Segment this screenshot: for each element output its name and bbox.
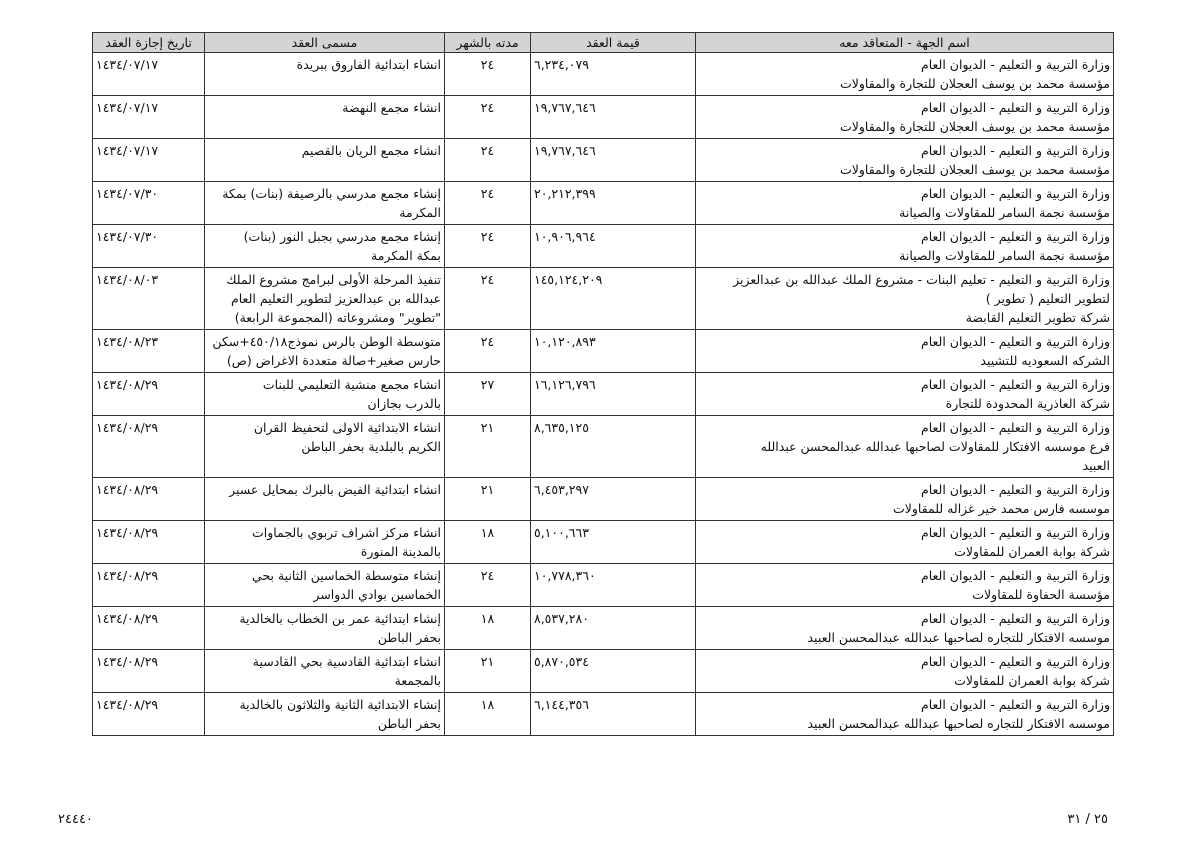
contract-title-cell-line: الخماسين بوادي الدواسر (313, 587, 441, 602)
contract-title-cell-line: بمكة المكرمة (371, 248, 441, 263)
entity-cell-line: مؤسسة محمد بن يوسف العجلان للتجارة والمقاولات (839, 119, 1110, 134)
entity-cell-line: وزارة التربية و التعليم - الديوان العام (920, 229, 1110, 244)
contract-title-cell-line: الكريم بالبلدية بحفر الباطن (301, 439, 441, 454)
contract-title-cell-line: إنشاء مجمع مدرسي بالرصيفة (بنات) بمكة (222, 186, 441, 201)
approval-date-cell: ١٤٣٤/٠٨/٢٩ (93, 564, 205, 607)
contract-title-cell-line: انشاء مجمع منشية التعليمي للبنات (262, 377, 441, 392)
entity-cell-line: وزارة التربية و التعليم - تعليم البنات - مشروع الملك عبدالله بن عبدالعزيز (733, 272, 1110, 287)
amount-cell: ٦,٤٥٣,٢٩٧ (531, 478, 696, 521)
contract-title-cell (205, 478, 445, 521)
contract-title-cell-line: انشاء ابتدائية الفيض بالبرك بمحايل عسير (229, 482, 441, 497)
amount-cell: ٨,٥٣٧,٢٨٠ (531, 607, 696, 650)
entity-cell (696, 330, 1114, 373)
entity-cell-line: مؤسسة نجمة السامر للمقاولات والصيانة (899, 248, 1110, 263)
approval-date-cell: ١٤٣٤/٠٨/٢٩ (93, 693, 205, 736)
entity-cell-line: موسسه الافتكار للتجاره لصاحبها عبدالله عبدالمحسن العبيد (807, 716, 1110, 731)
contract-title-cell-line: المكرمة (399, 205, 441, 220)
duration-cell: ٢٧ (445, 373, 531, 416)
approval-date-cell: ١٤٣٤/٠٨/٢٩ (93, 521, 205, 564)
entity-cell (696, 521, 1114, 564)
contract-title-cell-line: بالدرب بجازان (367, 396, 441, 411)
table-row (93, 373, 1114, 416)
contract-title-cell (205, 650, 445, 693)
entity-cell-line: وزارة التربية و التعليم - الديوان العام (920, 654, 1110, 669)
entity-cell (696, 564, 1114, 607)
contract-title-cell (205, 96, 445, 139)
header-entity: اسم الجهة - المتعاقد معه (696, 33, 1114, 53)
contract-title-cell (205, 268, 445, 330)
approval-date-cell: ١٤٣٤/٠٨/٢٩ (93, 416, 205, 478)
duration-cell: ٢١ (445, 416, 531, 478)
table-row (93, 53, 1114, 96)
entity-cell (696, 53, 1114, 96)
table-row (93, 521, 1114, 564)
entity-cell (696, 96, 1114, 139)
header-date: تاريخ إجازة العقد (93, 33, 205, 53)
entity-cell (696, 182, 1114, 225)
approval-date-cell: ١٤٣٤/٠٨/٢٣ (93, 330, 205, 373)
contract-title-cell (205, 373, 445, 416)
document-number: ٢٤٤٤٠ (58, 812, 93, 827)
approval-date-cell: ١٤٣٤/٠٨/٢٩ (93, 607, 205, 650)
table-body (93, 53, 1114, 736)
contract-title-cell (205, 330, 445, 373)
amount-cell: ١٠,٩٠٦,٩٦٤ (531, 225, 696, 268)
header-title: مسمى العقد (205, 33, 445, 53)
entity-cell-line: العبيد (1082, 458, 1110, 473)
duration-cell: ٢٤ (445, 268, 531, 330)
table-row (93, 225, 1114, 268)
amount-cell: ١٤٥,١٢٤,٢٠٩ (531, 268, 696, 330)
entity-cell (696, 607, 1114, 650)
entity-cell-line: مؤسسة محمد بن يوسف العجلان للتجارة والمقاولات (839, 76, 1110, 91)
amount-cell: ١٠,٧٧٨,٣٦٠ (531, 564, 696, 607)
contract-title-cell-line: تنفيذ المرحلة الأولى لبرامج مشروع الملك (226, 272, 441, 287)
entity-cell-line: وزارة التربية و التعليم - الديوان العام (920, 377, 1110, 392)
amount-cell: ٦,٢٣٤,٠٧٩ (531, 53, 696, 96)
contract-title-cell-line: حارس صغير+صالة متعددة الاغراض (ص) (226, 353, 441, 368)
duration-cell: ٢١ (445, 478, 531, 521)
entity-cell (696, 225, 1114, 268)
entity-cell-line: شركة تطوير التعليم القابضة (965, 310, 1110, 325)
duration-cell: ٢٤ (445, 564, 531, 607)
contract-title-cell-line: إنشاء ابتدائية عمر بن الخطاب بالخالدية (239, 611, 441, 626)
entity-cell-line: وزارة التربية و التعليم - الديوان العام (920, 482, 1110, 497)
contract-title-cell-line: عبدالله بن عبدالعزيز لتطوير التعليم العام (231, 291, 441, 306)
entity-cell-line: شركة بوابة العمران للمقاولات (954, 673, 1110, 688)
entity-cell-line: مؤسسة نجمة السامر للمقاولات والصيانة (899, 205, 1110, 220)
amount-cell: ٨,٦٣٥,١٢٥ (531, 416, 696, 478)
duration-cell: ٢٤ (445, 182, 531, 225)
entity-cell-line: موسسه الافتكار للتجاره لصاحبها عبدالله عبدالمحسن العبيد (807, 630, 1110, 645)
page-number: ٢٥ / ٣١ (1067, 812, 1108, 827)
contract-title-cell-line: إنشاء متوسطة الخماسين الثانية بحي (252, 568, 441, 583)
table-row (93, 330, 1114, 373)
contract-title-cell (205, 225, 445, 268)
entity-cell-line: وزارة التربية و التعليم - الديوان العام (920, 568, 1110, 583)
amount-cell: ٥,٨٧٠,٥٣٤ (531, 650, 696, 693)
contract-title-cell-line: انشاء الابتدائية الاولى لتحفيظ القران (253, 420, 441, 435)
amount-cell: ١٩,٧٦٧,٦٤٦ (531, 96, 696, 139)
contract-title-cell (205, 416, 445, 478)
contract-title-cell-line: متوسطة الوطن بالرس نموذج٤٥٠/١٨+سكن (212, 334, 441, 349)
contract-title-cell-line: إنشاء مجمع مدرسي بجبل النور (بنات) (243, 229, 441, 244)
approval-date-cell: ١٤٣٤/٠٧/٣٠ (93, 225, 205, 268)
duration-cell: ٢٤ (445, 330, 531, 373)
entity-cell-line: شركة العاذرية المحدودة للتجارة (945, 396, 1110, 411)
entity-cell-line: وزارة التربية و التعليم - الديوان العام (920, 100, 1110, 115)
entity-cell-line: شركة بوابة العمران للمقاولات (954, 544, 1110, 559)
contract-title-cell-line: إنشاء الابتدائية الثانية والثلاثون بالخالدية (239, 697, 441, 712)
approval-date-cell: ١٤٣٤/٠٨/٢٩ (93, 650, 205, 693)
contract-title-cell-line: بحفر الباطن (377, 630, 441, 645)
table-header-row (93, 33, 1114, 53)
entity-cell-line: وزارة التربية و التعليم - الديوان العام (920, 57, 1110, 72)
entity-cell (696, 693, 1114, 736)
table-row (93, 96, 1114, 139)
entity-cell-line: مؤسسة محمد بن يوسف العجلان للتجارة والمقاولات (839, 162, 1110, 177)
contract-title-cell-line: بحفر الباطن (377, 716, 441, 731)
entity-cell-line: مؤسسة الحفاوة للمقاولات (972, 587, 1110, 602)
entity-cell-line: لتطوير التعليم ( تطوير ) (985, 291, 1110, 306)
entity-cell-line: وزارة التربية و التعليم - الديوان العام (920, 420, 1110, 435)
contract-title-cell (205, 521, 445, 564)
contract-title-cell-line: انشاء ابتدائية الفاروق ببريدة (296, 57, 441, 72)
entity-cell (696, 373, 1114, 416)
contracts-table (92, 32, 1114, 736)
table-row (93, 182, 1114, 225)
amount-cell: ١٦,١٢٦,٧٩٦ (531, 373, 696, 416)
table-row (93, 268, 1114, 330)
entity-cell-line: وزارة التربية و التعليم - الديوان العام (920, 186, 1110, 201)
approval-date-cell: ١٤٣٤/٠٨/٢٩ (93, 478, 205, 521)
entity-cell-line: وزارة التربية و التعليم - الديوان العام (920, 334, 1110, 349)
duration-cell: ٢٤ (445, 225, 531, 268)
approval-date-cell: ١٤٣٤/٠٨/٢٩ (93, 373, 205, 416)
approval-date-cell: ١٤٣٤/٠٨/٠٣ (93, 268, 205, 330)
contract-title-cell (205, 607, 445, 650)
contract-title-cell (205, 139, 445, 182)
entity-cell-line: وزارة التربية و التعليم - الديوان العام (920, 697, 1110, 712)
header-duration: مدته بالشهر (445, 33, 531, 53)
entity-cell (696, 268, 1114, 330)
table-row (93, 693, 1114, 736)
duration-cell: ١٨ (445, 693, 531, 736)
contract-title-cell (205, 182, 445, 225)
table-row (93, 139, 1114, 182)
entity-cell (696, 478, 1114, 521)
entity-cell-line: وزارة التربية و التعليم - الديوان العام (920, 611, 1110, 626)
contract-title-cell-line: "تطوير" ومشروعاته (المجموعة الرابعة) (234, 310, 441, 325)
entity-cell (696, 139, 1114, 182)
amount-cell: ٦,١٤٤,٣٥٦ (531, 693, 696, 736)
contract-title-cell-line: بالمجمعة (394, 673, 441, 688)
entity-cell-line: وزارة التربية و التعليم - الديوان العام (920, 525, 1110, 540)
duration-cell: ٢١ (445, 650, 531, 693)
approval-date-cell: ١٤٣٤/٠٧/١٧ (93, 96, 205, 139)
entity-cell-line: وزارة التربية و التعليم - الديوان العام (920, 143, 1110, 158)
duration-cell: ٢٤ (445, 139, 531, 182)
contract-title-cell-line: انشاء ابتدائية القادسية بحي القادسية (252, 654, 441, 669)
entity-cell-line: موسسه فارس محمد خير غزاله للمقاولات (892, 501, 1110, 516)
table-row (93, 607, 1114, 650)
duration-cell: ١٨ (445, 521, 531, 564)
header-amount: قيمة العقد (531, 33, 696, 53)
table-row (93, 650, 1114, 693)
approval-date-cell: ١٤٣٤/٠٧/١٧ (93, 53, 205, 96)
duration-cell: ٢٤ (445, 53, 531, 96)
duration-cell: ١٨ (445, 607, 531, 650)
contract-title-cell-line: انشاء مجمع الريان بالقصيم (301, 143, 441, 158)
approval-date-cell: ١٤٣٤/٠٧/٣٠ (93, 182, 205, 225)
entity-cell (696, 416, 1114, 478)
table-row (93, 416, 1114, 478)
amount-cell: ١٩,٧٦٧,٦٤٦ (531, 139, 696, 182)
approval-date-cell: ١٤٣٤/٠٧/١٧ (93, 139, 205, 182)
amount-cell: ٥,١٠٠,٦٦٣ (531, 521, 696, 564)
contract-title-cell-line: انشاء مجمع النهضة (342, 100, 441, 115)
amount-cell: ١٠,١٢٠,٨٩٣ (531, 330, 696, 373)
entity-cell-line: فرع موسسه الافتكار للمقاولات لصاحبها عبدالله عبدالمحسن عبدالله (760, 439, 1110, 454)
entity-cell-line: الشركه السعوديه للتشييد (980, 353, 1110, 368)
duration-cell: ٢٤ (445, 96, 531, 139)
table-row (93, 478, 1114, 521)
contract-title-cell-line: انشاء مركز اشراف تربوي بالجماوات (252, 525, 441, 540)
contract-title-cell (205, 53, 445, 96)
amount-cell: ٢٠,٢١٢,٣٩٩ (531, 182, 696, 225)
table-row (93, 564, 1114, 607)
contract-title-cell (205, 693, 445, 736)
entity-cell (696, 650, 1114, 693)
contract-title-cell-line: بالمدينة المنورة (360, 544, 441, 559)
contract-title-cell (205, 564, 445, 607)
